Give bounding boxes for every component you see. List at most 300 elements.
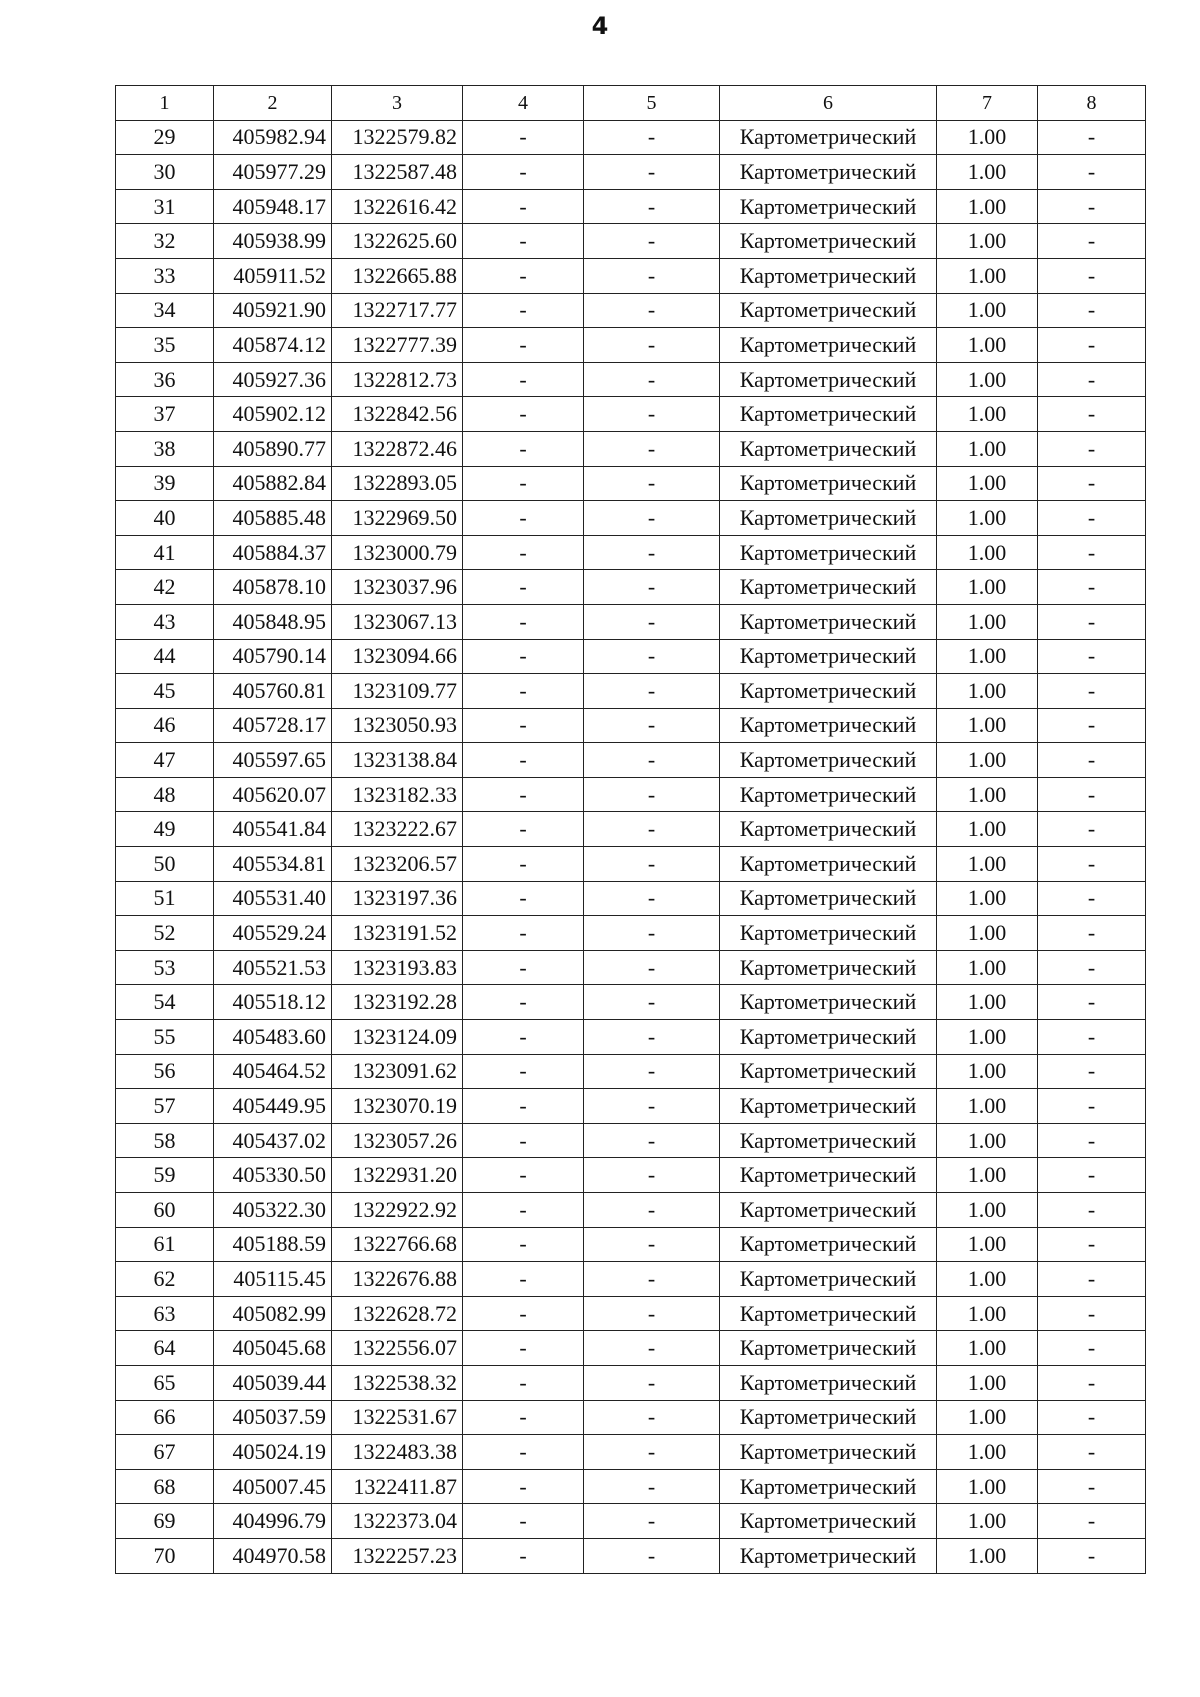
y-coordinate-cell: 1323124.09 bbox=[332, 1020, 463, 1055]
col5-cell: - bbox=[584, 1331, 720, 1366]
point-number-cell: 45 bbox=[116, 674, 214, 709]
col4-cell: - bbox=[463, 570, 584, 605]
accuracy-cell: 1.00 bbox=[937, 120, 1038, 155]
col8-cell: - bbox=[1038, 155, 1146, 190]
x-coordinate-cell: 405045.68 bbox=[214, 1331, 332, 1366]
col5-cell: - bbox=[584, 1020, 720, 1055]
point-number-cell: 36 bbox=[116, 362, 214, 397]
y-coordinate-cell: 1323091.62 bbox=[332, 1054, 463, 1089]
point-number-cell: 65 bbox=[116, 1365, 214, 1400]
y-coordinate-cell: 1323197.36 bbox=[332, 881, 463, 916]
point-number-cell: 48 bbox=[116, 777, 214, 812]
col8-cell: - bbox=[1038, 293, 1146, 328]
col4-cell: - bbox=[463, 1538, 584, 1573]
x-coordinate-cell: 405948.17 bbox=[214, 189, 332, 224]
method-cell: Картометрический bbox=[720, 155, 937, 190]
point-number-cell: 69 bbox=[116, 1504, 214, 1539]
method-cell: Картометрический bbox=[720, 1020, 937, 1055]
x-coordinate-cell: 405115.45 bbox=[214, 1262, 332, 1297]
col5-cell: - bbox=[584, 985, 720, 1020]
method-cell: Картометрический bbox=[720, 639, 937, 674]
y-coordinate-cell: 1322766.68 bbox=[332, 1227, 463, 1262]
accuracy-cell: 1.00 bbox=[937, 362, 1038, 397]
col8-cell: - bbox=[1038, 1504, 1146, 1539]
col8-cell: - bbox=[1038, 328, 1146, 363]
col5-cell: - bbox=[584, 881, 720, 916]
col4-cell: - bbox=[463, 812, 584, 847]
accuracy-cell: 1.00 bbox=[937, 950, 1038, 985]
col4-cell: - bbox=[463, 777, 584, 812]
col8-cell: - bbox=[1038, 639, 1146, 674]
col8-cell: - bbox=[1038, 812, 1146, 847]
col4-cell: - bbox=[463, 189, 584, 224]
header-cell: 8 bbox=[1038, 86, 1146, 121]
table-row bbox=[116, 1365, 1146, 1400]
table-row bbox=[116, 1331, 1146, 1366]
accuracy-cell: 1.00 bbox=[937, 258, 1038, 293]
col8-cell: - bbox=[1038, 1123, 1146, 1158]
col8-cell: - bbox=[1038, 604, 1146, 639]
method-cell: Картометрический bbox=[720, 120, 937, 155]
point-number-cell: 62 bbox=[116, 1262, 214, 1297]
y-coordinate-cell: 1322579.82 bbox=[332, 120, 463, 155]
accuracy-cell: 1.00 bbox=[937, 881, 1038, 916]
col8-cell: - bbox=[1038, 397, 1146, 432]
method-cell: Картометрический bbox=[720, 708, 937, 743]
table-row bbox=[116, 1193, 1146, 1228]
x-coordinate-cell: 405982.94 bbox=[214, 120, 332, 155]
method-cell: Картометрический bbox=[720, 847, 937, 882]
method-cell: Картометрический bbox=[720, 1504, 937, 1539]
col5-cell: - bbox=[584, 120, 720, 155]
x-coordinate-cell: 405531.40 bbox=[214, 881, 332, 916]
accuracy-cell: 1.00 bbox=[937, 639, 1038, 674]
header-cell: 1 bbox=[116, 86, 214, 121]
col8-cell: - bbox=[1038, 916, 1146, 951]
col5-cell: - bbox=[584, 604, 720, 639]
col8-cell: - bbox=[1038, 1538, 1146, 1573]
accuracy-cell: 1.00 bbox=[937, 1089, 1038, 1124]
method-cell: Картометрический bbox=[720, 985, 937, 1020]
col4-cell: - bbox=[463, 1331, 584, 1366]
x-coordinate-cell: 405760.81 bbox=[214, 674, 332, 709]
col8-cell: - bbox=[1038, 1158, 1146, 1193]
table-row bbox=[116, 466, 1146, 501]
col4-cell: - bbox=[463, 1123, 584, 1158]
y-coordinate-cell: 1322257.23 bbox=[332, 1538, 463, 1573]
col5-cell: - bbox=[584, 189, 720, 224]
header-cell: 5 bbox=[584, 86, 720, 121]
x-coordinate-cell: 405938.99 bbox=[214, 224, 332, 259]
table-row bbox=[116, 570, 1146, 605]
table-row bbox=[116, 1469, 1146, 1504]
table-row bbox=[116, 1504, 1146, 1539]
accuracy-cell: 1.00 bbox=[937, 397, 1038, 432]
table-row bbox=[116, 1123, 1146, 1158]
table-row bbox=[116, 293, 1146, 328]
col5-cell: - bbox=[584, 258, 720, 293]
table-row bbox=[116, 1296, 1146, 1331]
col8-cell: - bbox=[1038, 1469, 1146, 1504]
accuracy-cell: 1.00 bbox=[937, 604, 1038, 639]
x-coordinate-cell: 404970.58 bbox=[214, 1538, 332, 1573]
col8-cell: - bbox=[1038, 1331, 1146, 1366]
y-coordinate-cell: 1323000.79 bbox=[332, 535, 463, 570]
x-coordinate-cell: 405878.10 bbox=[214, 570, 332, 605]
col8-cell: - bbox=[1038, 224, 1146, 259]
y-coordinate-cell: 1322373.04 bbox=[332, 1504, 463, 1539]
method-cell: Картометрический bbox=[720, 189, 937, 224]
table-row bbox=[116, 812, 1146, 847]
accuracy-cell: 1.00 bbox=[937, 570, 1038, 605]
col5-cell: - bbox=[584, 1227, 720, 1262]
col8-cell: - bbox=[1038, 1193, 1146, 1228]
method-cell: Картометрический bbox=[720, 674, 937, 709]
point-number-cell: 58 bbox=[116, 1123, 214, 1158]
accuracy-cell: 1.00 bbox=[937, 916, 1038, 951]
col4-cell: - bbox=[463, 120, 584, 155]
col8-cell: - bbox=[1038, 1227, 1146, 1262]
col4-cell: - bbox=[463, 881, 584, 916]
col5-cell: - bbox=[584, 1296, 720, 1331]
point-number-cell: 44 bbox=[116, 639, 214, 674]
accuracy-cell: 1.00 bbox=[937, 1504, 1038, 1539]
y-coordinate-cell: 1323037.96 bbox=[332, 570, 463, 605]
accuracy-cell: 1.00 bbox=[937, 1193, 1038, 1228]
y-coordinate-cell: 1323182.33 bbox=[332, 777, 463, 812]
method-cell: Картометрический bbox=[720, 881, 937, 916]
col5-cell: - bbox=[584, 674, 720, 709]
y-coordinate-cell: 1323109.77 bbox=[332, 674, 463, 709]
col5-cell: - bbox=[584, 1262, 720, 1297]
table-row bbox=[116, 189, 1146, 224]
method-cell: Картометрический bbox=[720, 950, 937, 985]
x-coordinate-cell: 405483.60 bbox=[214, 1020, 332, 1055]
table-row bbox=[116, 708, 1146, 743]
col4-cell: - bbox=[463, 258, 584, 293]
y-coordinate-cell: 1322969.50 bbox=[332, 501, 463, 536]
accuracy-cell: 1.00 bbox=[937, 501, 1038, 536]
x-coordinate-cell: 405521.53 bbox=[214, 950, 332, 985]
col4-cell: - bbox=[463, 328, 584, 363]
col4-cell: - bbox=[463, 604, 584, 639]
col5-cell: - bbox=[584, 570, 720, 605]
col4-cell: - bbox=[463, 362, 584, 397]
method-cell: Картометрический bbox=[720, 466, 937, 501]
col8-cell: - bbox=[1038, 847, 1146, 882]
accuracy-cell: 1.00 bbox=[937, 1296, 1038, 1331]
col5-cell: - bbox=[584, 1089, 720, 1124]
page-number: 4 bbox=[591, 12, 609, 40]
col4-cell: - bbox=[463, 397, 584, 432]
point-number-cell: 33 bbox=[116, 258, 214, 293]
x-coordinate-cell: 405464.52 bbox=[214, 1054, 332, 1089]
col8-cell: - bbox=[1038, 674, 1146, 709]
y-coordinate-cell: 1323050.93 bbox=[332, 708, 463, 743]
y-coordinate-cell: 1322777.39 bbox=[332, 328, 463, 363]
y-coordinate-cell: 1322628.72 bbox=[332, 1296, 463, 1331]
col8-cell: - bbox=[1038, 189, 1146, 224]
col4-cell: - bbox=[463, 1020, 584, 1055]
y-coordinate-cell: 1323138.84 bbox=[332, 743, 463, 778]
col8-cell: - bbox=[1038, 1262, 1146, 1297]
accuracy-cell: 1.00 bbox=[937, 1435, 1038, 1470]
col8-cell: - bbox=[1038, 535, 1146, 570]
point-number-cell: 70 bbox=[116, 1538, 214, 1573]
x-coordinate-cell: 405597.65 bbox=[214, 743, 332, 778]
x-coordinate-cell: 405449.95 bbox=[214, 1089, 332, 1124]
col8-cell: - bbox=[1038, 120, 1146, 155]
point-number-cell: 59 bbox=[116, 1158, 214, 1193]
table-row bbox=[116, 1227, 1146, 1262]
col4-cell: - bbox=[463, 639, 584, 674]
method-cell: Картометрический bbox=[720, 1262, 937, 1297]
x-coordinate-cell: 405882.84 bbox=[214, 466, 332, 501]
point-number-cell: 40 bbox=[116, 501, 214, 536]
x-coordinate-cell: 405927.36 bbox=[214, 362, 332, 397]
col5-cell: - bbox=[584, 1193, 720, 1228]
col5-cell: - bbox=[584, 812, 720, 847]
x-coordinate-cell: 405007.45 bbox=[214, 1469, 332, 1504]
table-row bbox=[116, 639, 1146, 674]
point-number-cell: 43 bbox=[116, 604, 214, 639]
x-coordinate-cell: 405188.59 bbox=[214, 1227, 332, 1262]
table-row bbox=[116, 431, 1146, 466]
col5-cell: - bbox=[584, 743, 720, 778]
accuracy-cell: 1.00 bbox=[937, 224, 1038, 259]
method-cell: Картометрический bbox=[720, 1193, 937, 1228]
col4-cell: - bbox=[463, 1400, 584, 1435]
accuracy-cell: 1.00 bbox=[937, 1469, 1038, 1504]
col5-cell: - bbox=[584, 1123, 720, 1158]
col4-cell: - bbox=[463, 1469, 584, 1504]
col4-cell: - bbox=[463, 916, 584, 951]
method-cell: Картометрический bbox=[720, 431, 937, 466]
y-coordinate-cell: 1322538.32 bbox=[332, 1365, 463, 1400]
y-coordinate-cell: 1322483.38 bbox=[332, 1435, 463, 1470]
point-number-cell: 29 bbox=[116, 120, 214, 155]
table-row bbox=[116, 397, 1146, 432]
table-row bbox=[116, 743, 1146, 778]
accuracy-cell: 1.00 bbox=[937, 985, 1038, 1020]
point-number-cell: 56 bbox=[116, 1054, 214, 1089]
col5-cell: - bbox=[584, 847, 720, 882]
accuracy-cell: 1.00 bbox=[937, 1020, 1038, 1055]
table-row bbox=[116, 777, 1146, 812]
col5-cell: - bbox=[584, 1400, 720, 1435]
table-row bbox=[116, 258, 1146, 293]
col8-cell: - bbox=[1038, 570, 1146, 605]
col4-cell: - bbox=[463, 1227, 584, 1262]
y-coordinate-cell: 1322842.56 bbox=[332, 397, 463, 432]
col5-cell: - bbox=[584, 1469, 720, 1504]
col5-cell: - bbox=[584, 1158, 720, 1193]
point-number-cell: 30 bbox=[116, 155, 214, 190]
col4-cell: - bbox=[463, 1262, 584, 1297]
method-cell: Картометрический bbox=[720, 570, 937, 605]
x-coordinate-cell: 405885.48 bbox=[214, 501, 332, 536]
x-coordinate-cell: 405039.44 bbox=[214, 1365, 332, 1400]
col8-cell: - bbox=[1038, 881, 1146, 916]
y-coordinate-cell: 1322665.88 bbox=[332, 258, 463, 293]
col4-cell: - bbox=[463, 743, 584, 778]
y-coordinate-cell: 1323191.52 bbox=[332, 916, 463, 951]
point-number-cell: 60 bbox=[116, 1193, 214, 1228]
accuracy-cell: 1.00 bbox=[937, 1331, 1038, 1366]
y-coordinate-cell: 1322717.77 bbox=[332, 293, 463, 328]
col4-cell: - bbox=[463, 1193, 584, 1228]
method-cell: Картометрический bbox=[720, 743, 937, 778]
col8-cell: - bbox=[1038, 1054, 1146, 1089]
x-coordinate-cell: 405620.07 bbox=[214, 777, 332, 812]
col8-cell: - bbox=[1038, 1296, 1146, 1331]
header-cell: 6 bbox=[720, 86, 937, 121]
y-coordinate-cell: 1322556.07 bbox=[332, 1331, 463, 1366]
accuracy-cell: 1.00 bbox=[937, 1262, 1038, 1297]
col8-cell: - bbox=[1038, 777, 1146, 812]
col8-cell: - bbox=[1038, 1089, 1146, 1124]
x-coordinate-cell: 405541.84 bbox=[214, 812, 332, 847]
method-cell: Картометрический bbox=[720, 1365, 937, 1400]
method-cell: Картометрический bbox=[720, 1538, 937, 1573]
point-number-cell: 47 bbox=[116, 743, 214, 778]
col5-cell: - bbox=[584, 916, 720, 951]
point-number-cell: 37 bbox=[116, 397, 214, 432]
table-row bbox=[116, 1538, 1146, 1573]
method-cell: Картометрический bbox=[720, 1123, 937, 1158]
method-cell: Картометрический bbox=[720, 1089, 937, 1124]
col5-cell: - bbox=[584, 293, 720, 328]
table-row bbox=[116, 1020, 1146, 1055]
table-row bbox=[116, 1158, 1146, 1193]
table-row bbox=[116, 120, 1146, 155]
table-row bbox=[116, 224, 1146, 259]
method-cell: Картометрический bbox=[720, 1158, 937, 1193]
y-coordinate-cell: 1323192.28 bbox=[332, 985, 463, 1020]
accuracy-cell: 1.00 bbox=[937, 293, 1038, 328]
method-cell: Картометрический bbox=[720, 1469, 937, 1504]
x-coordinate-cell: 405902.12 bbox=[214, 397, 332, 432]
method-cell: Картометрический bbox=[720, 1400, 937, 1435]
point-number-cell: 49 bbox=[116, 812, 214, 847]
col5-cell: - bbox=[584, 1054, 720, 1089]
table-row bbox=[116, 604, 1146, 639]
accuracy-cell: 1.00 bbox=[937, 1227, 1038, 1262]
method-cell: Картометрический bbox=[720, 293, 937, 328]
y-coordinate-cell: 1322531.67 bbox=[332, 1400, 463, 1435]
header-cell: 7 bbox=[937, 86, 1038, 121]
col5-cell: - bbox=[584, 1435, 720, 1470]
col8-cell: - bbox=[1038, 431, 1146, 466]
col8-cell: - bbox=[1038, 1435, 1146, 1470]
table-row bbox=[116, 1054, 1146, 1089]
point-number-cell: 55 bbox=[116, 1020, 214, 1055]
x-coordinate-cell: 405790.14 bbox=[214, 639, 332, 674]
method-cell: Картометрический bbox=[720, 224, 937, 259]
x-coordinate-cell: 405848.95 bbox=[214, 604, 332, 639]
y-coordinate-cell: 1323206.57 bbox=[332, 847, 463, 882]
x-coordinate-cell: 405911.52 bbox=[214, 258, 332, 293]
col4-cell: - bbox=[463, 847, 584, 882]
point-number-cell: 38 bbox=[116, 431, 214, 466]
col5-cell: - bbox=[584, 535, 720, 570]
col4-cell: - bbox=[463, 985, 584, 1020]
method-cell: Картометрический bbox=[720, 812, 937, 847]
accuracy-cell: 1.00 bbox=[937, 1054, 1038, 1089]
col5-cell: - bbox=[584, 397, 720, 432]
y-coordinate-cell: 1323067.13 bbox=[332, 604, 463, 639]
table-body bbox=[116, 120, 1146, 1573]
accuracy-cell: 1.00 bbox=[937, 328, 1038, 363]
point-number-cell: 54 bbox=[116, 985, 214, 1020]
col5-cell: - bbox=[584, 777, 720, 812]
x-coordinate-cell: 405437.02 bbox=[214, 1123, 332, 1158]
y-coordinate-cell: 1322931.20 bbox=[332, 1158, 463, 1193]
method-cell: Картометрический bbox=[720, 1054, 937, 1089]
col8-cell: - bbox=[1038, 985, 1146, 1020]
method-cell: Картометрический bbox=[720, 777, 937, 812]
point-number-cell: 41 bbox=[116, 535, 214, 570]
point-number-cell: 63 bbox=[116, 1296, 214, 1331]
point-number-cell: 64 bbox=[116, 1331, 214, 1366]
col4-cell: - bbox=[463, 224, 584, 259]
col8-cell: - bbox=[1038, 362, 1146, 397]
col4-cell: - bbox=[463, 1296, 584, 1331]
method-cell: Картометрический bbox=[720, 1296, 937, 1331]
y-coordinate-cell: 1323094.66 bbox=[332, 639, 463, 674]
table-row bbox=[116, 535, 1146, 570]
table-row bbox=[116, 1400, 1146, 1435]
method-cell: Картометрический bbox=[720, 258, 937, 293]
point-number-cell: 50 bbox=[116, 847, 214, 882]
col4-cell: - bbox=[463, 1089, 584, 1124]
x-coordinate-cell: 405921.90 bbox=[214, 293, 332, 328]
accuracy-cell: 1.00 bbox=[937, 1400, 1038, 1435]
col4-cell: - bbox=[463, 1365, 584, 1400]
y-coordinate-cell: 1322616.42 bbox=[332, 189, 463, 224]
table-row bbox=[116, 1262, 1146, 1297]
point-number-cell: 61 bbox=[116, 1227, 214, 1262]
y-coordinate-cell: 1323057.26 bbox=[332, 1123, 463, 1158]
table-row bbox=[116, 1435, 1146, 1470]
y-coordinate-cell: 1323222.67 bbox=[332, 812, 463, 847]
method-cell: Картометрический bbox=[720, 1227, 937, 1262]
point-number-cell: 32 bbox=[116, 224, 214, 259]
x-coordinate-cell: 404996.79 bbox=[214, 1504, 332, 1539]
col5-cell: - bbox=[584, 1538, 720, 1573]
col8-cell: - bbox=[1038, 743, 1146, 778]
accuracy-cell: 1.00 bbox=[937, 708, 1038, 743]
method-cell: Картометрический bbox=[720, 501, 937, 536]
method-cell: Картометрический bbox=[720, 397, 937, 432]
col4-cell: - bbox=[463, 1504, 584, 1539]
table-row bbox=[116, 847, 1146, 882]
y-coordinate-cell: 1323070.19 bbox=[332, 1089, 463, 1124]
table-row bbox=[116, 362, 1146, 397]
accuracy-cell: 1.00 bbox=[937, 1123, 1038, 1158]
header-cell: 2 bbox=[214, 86, 332, 121]
col4-cell: - bbox=[463, 1054, 584, 1089]
col5-cell: - bbox=[584, 466, 720, 501]
y-coordinate-cell: 1322872.46 bbox=[332, 431, 463, 466]
point-number-cell: 35 bbox=[116, 328, 214, 363]
method-cell: Картометрический bbox=[720, 362, 937, 397]
col5-cell: - bbox=[584, 501, 720, 536]
col4-cell: - bbox=[463, 674, 584, 709]
point-number-cell: 52 bbox=[116, 916, 214, 951]
method-cell: Картометрический bbox=[720, 535, 937, 570]
col4-cell: - bbox=[463, 501, 584, 536]
